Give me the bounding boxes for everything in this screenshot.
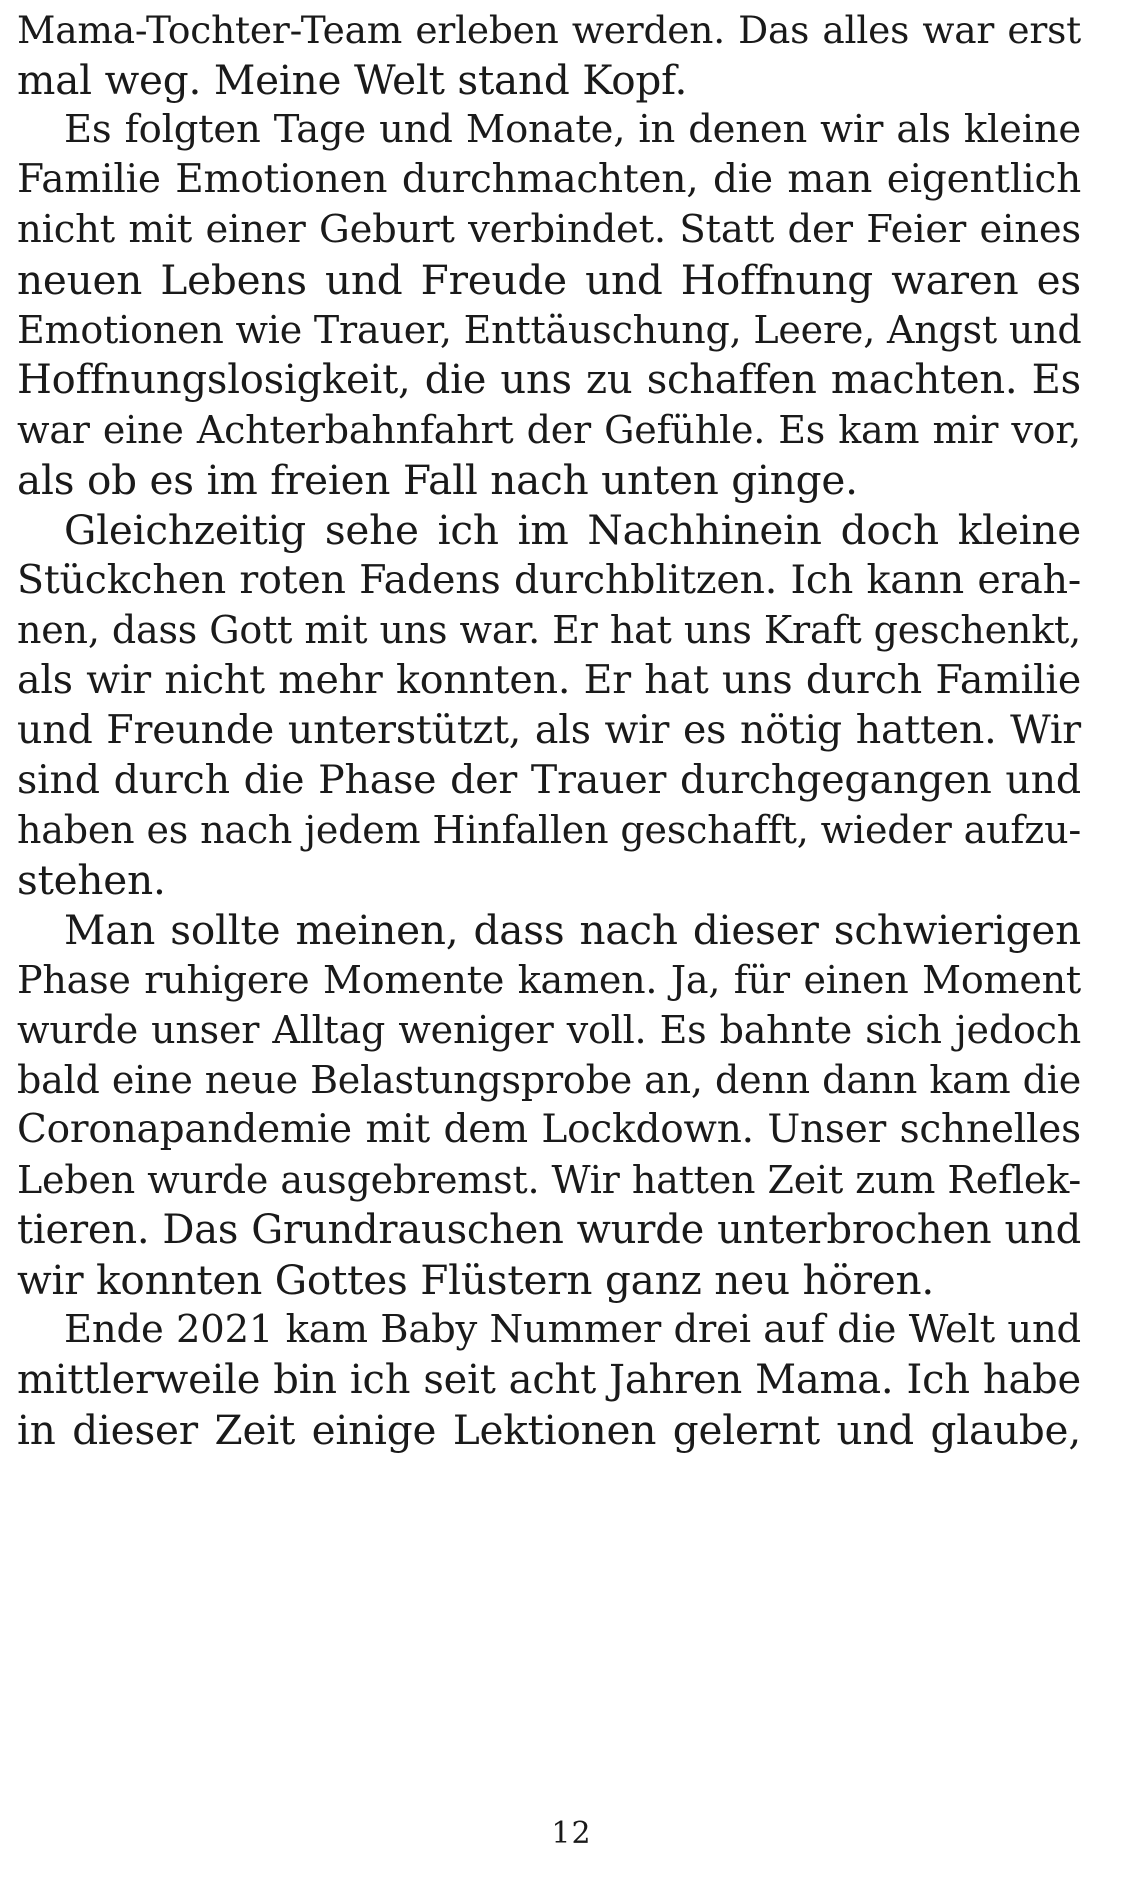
text-line: nen, dass Gott mit uns war. Er hat uns Kraft geschenkt,	[17, 608, 1081, 652]
text-line: neuen Lebens und Freude und Hoffnung waren es	[17, 256, 1081, 304]
text-line: mal weg. Meine Welt stand Kopf.	[17, 56, 688, 104]
text-line: bald eine neue Belastungsprobe an, denn dann kam die	[17, 1058, 1081, 1102]
paragraph-first-line: Es folgten Tage und Monate, in denen wir als kleine	[64, 107, 1081, 152]
paragraph-first-line: Ende 2021 kam Baby Nummer drei auf die Welt und	[64, 1307, 1081, 1352]
text-line: Hoffnungslosigkeit, die uns zu schaffen machten. Es	[17, 357, 1081, 403]
text-line: Mama-Tochter-Team erleben werden. Das alles war erst	[17, 8, 1081, 52]
text-line: haben es nach jedem Hinfallen geschafft, wieder aufzu-	[17, 808, 1081, 852]
text-line: Leben wurde ausgebremst. Wir hatten Zeit zum Reflek-	[17, 1158, 1081, 1202]
text-line: wurde unser Alltag weniger voll. Es bahnte sich jedoch	[17, 1008, 1081, 1052]
text-line: Emotionen wie Trauer, Enttäuschung, Leere, Angst und	[17, 308, 1082, 352]
text-line: Stückchen roten Fadens durchblitzen. Ich kann erah-	[17, 557, 1081, 603]
text-line: war eine Achterbahnfahrt der Gefühle. Es kam mir vor,	[17, 408, 1081, 452]
text-line: Phase ruhigere Momente kamen. Ja, für einen Moment	[17, 958, 1081, 1002]
text-line: in dieser Zeit einige Lektionen gelernt und glaube,	[17, 1406, 1081, 1454]
text-line: nicht mit einer Geburt verbindet. Statt der Feier eines	[17, 207, 1081, 252]
text-line: Coronapandemie mit dem Lockdown. Unser schnelles	[17, 1107, 1081, 1152]
paragraph-first-line: Gleichzeitig sehe ich im Nachhinein doch kleine	[64, 506, 1081, 554]
text-line: sind durch die Phase der Trauer durchgegangen und	[17, 757, 1081, 803]
text-line: als wir nicht mehr konnten. Er hat uns durch Familie	[17, 657, 1081, 703]
text-line: stehen.	[17, 856, 166, 904]
text-line: tieren. Das Grundrauschen wurde unterbrochen und	[17, 1207, 1081, 1253]
page-number: 12	[551, 1816, 592, 1851]
paragraph-first-line: Man sollte meinen, dass nach dieser schwierigen	[64, 906, 1081, 954]
text-line: Familie Emotionen durchmachten, die man eigentlich	[17, 157, 1081, 202]
text-line: und Freunde unterstützt, als wir es nötig hatten. Wir	[17, 707, 1081, 753]
text-line: als ob es im freien Fall nach unten ginge.	[17, 456, 858, 504]
text-line: mittlerweile bin ich seit acht Jahren Mama. Ich habe	[17, 1357, 1081, 1403]
text-line: wir konnten Gottes Flüstern ganz neu hören.	[17, 1256, 935, 1304]
